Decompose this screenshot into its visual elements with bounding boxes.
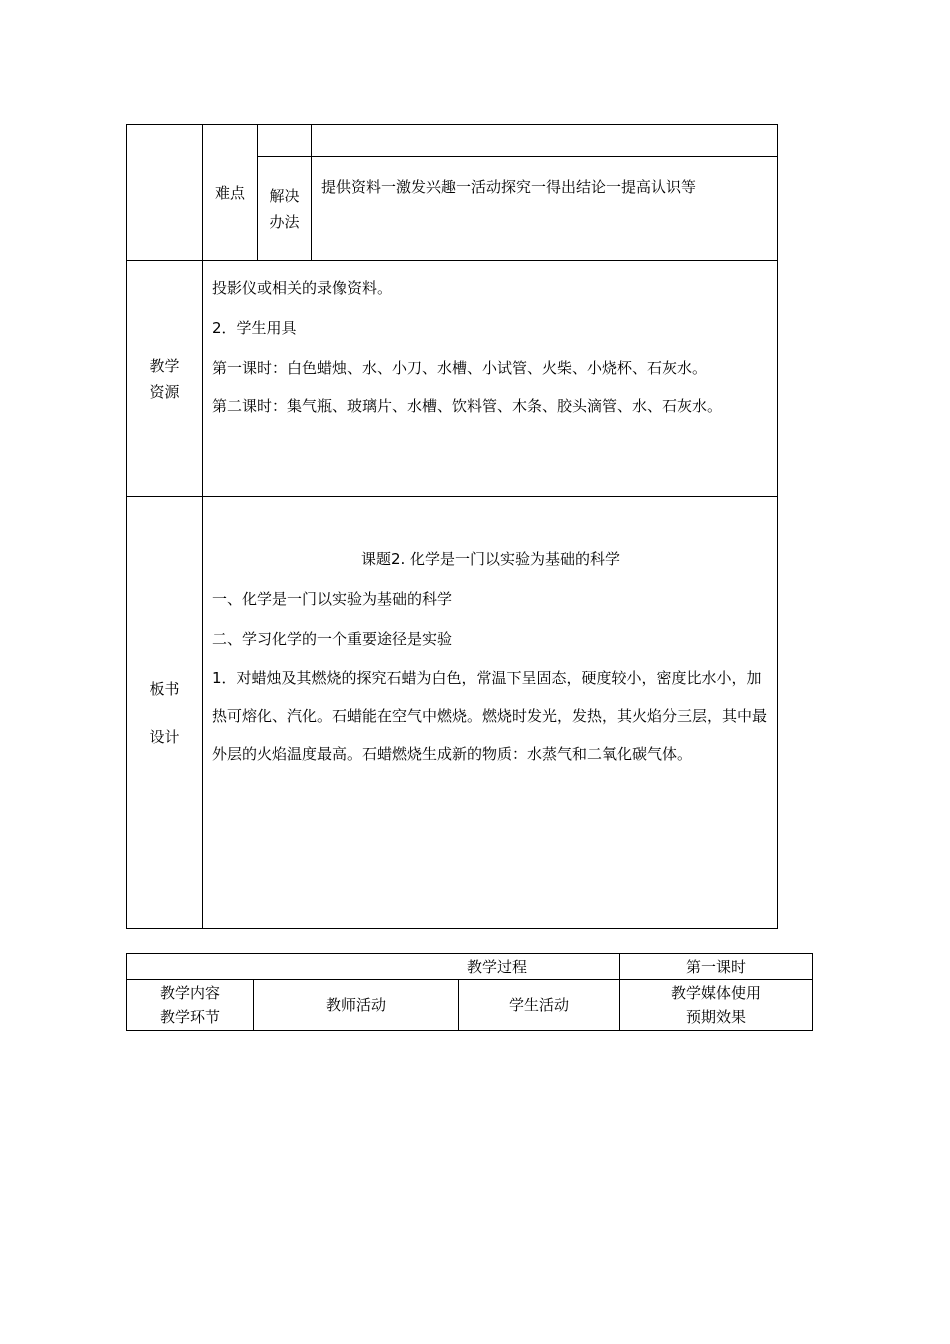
teacher-activity-header: 教师活动 bbox=[254, 980, 459, 1031]
board-line: 一、化学是一门以实验为基础的科学 bbox=[212, 590, 453, 608]
resources-line: 2．学生用具 bbox=[212, 319, 297, 337]
media-effect-header: 教学媒体使用 预期效果 bbox=[620, 980, 813, 1031]
board-content bbox=[203, 497, 778, 929]
resources-content bbox=[203, 261, 778, 497]
board-line: 二、学习化学的一个重要途径是实验 bbox=[212, 630, 453, 648]
board-title: 课题2. 化学是一门以实验为基础的科学 bbox=[360, 550, 621, 568]
process-header: 教学过程 bbox=[127, 954, 620, 980]
resources-line: 投影仪或相关的录像资料。 bbox=[212, 279, 393, 297]
resources-line: 第二课时：集气瓶、玻璃片、水槽、饮料管、木条、胶头滴管、水、石灰水。 bbox=[212, 397, 723, 415]
board-line: 1．对蜡烛及其燃烧的探究石蜡为白色，常温下呈固态，硬度较小，密度比水小，加热可熔化、汽化。石蜡能在空气中燃烧。燃烧时发光，发热，其火焰分三层，其中最外层的火焰温度最高。石蜡燃烧生成新的物质：水蒸气和二氧化碳气体。 bbox=[212, 669, 768, 763]
lesson-plan-table bbox=[126, 124, 778, 929]
blank-label-cell bbox=[127, 125, 203, 261]
empty-cell bbox=[258, 125, 312, 157]
solution-label: 解决 办法 bbox=[258, 157, 312, 261]
solution-text: 提供资料一激发兴趣一活动探究一得出结论一提高认识等 bbox=[312, 157, 778, 261]
empty-cell bbox=[312, 125, 778, 157]
resources-line: 第一课时：白色蜡烛、水、小刀、水槽、小试管、火柴、小烧杯、石灰水。 bbox=[212, 359, 708, 377]
content-stage-header: 教学内容 教学环节 bbox=[127, 980, 254, 1031]
student-activity-header: 学生活动 bbox=[459, 980, 620, 1031]
difficulty-label: 难点 bbox=[203, 125, 258, 261]
process-table bbox=[126, 953, 813, 1031]
board-label: 板书 设计 bbox=[127, 497, 203, 929]
resources-label: 教学 资源 bbox=[127, 261, 203, 497]
session-cell: 第一课时 bbox=[620, 954, 813, 980]
